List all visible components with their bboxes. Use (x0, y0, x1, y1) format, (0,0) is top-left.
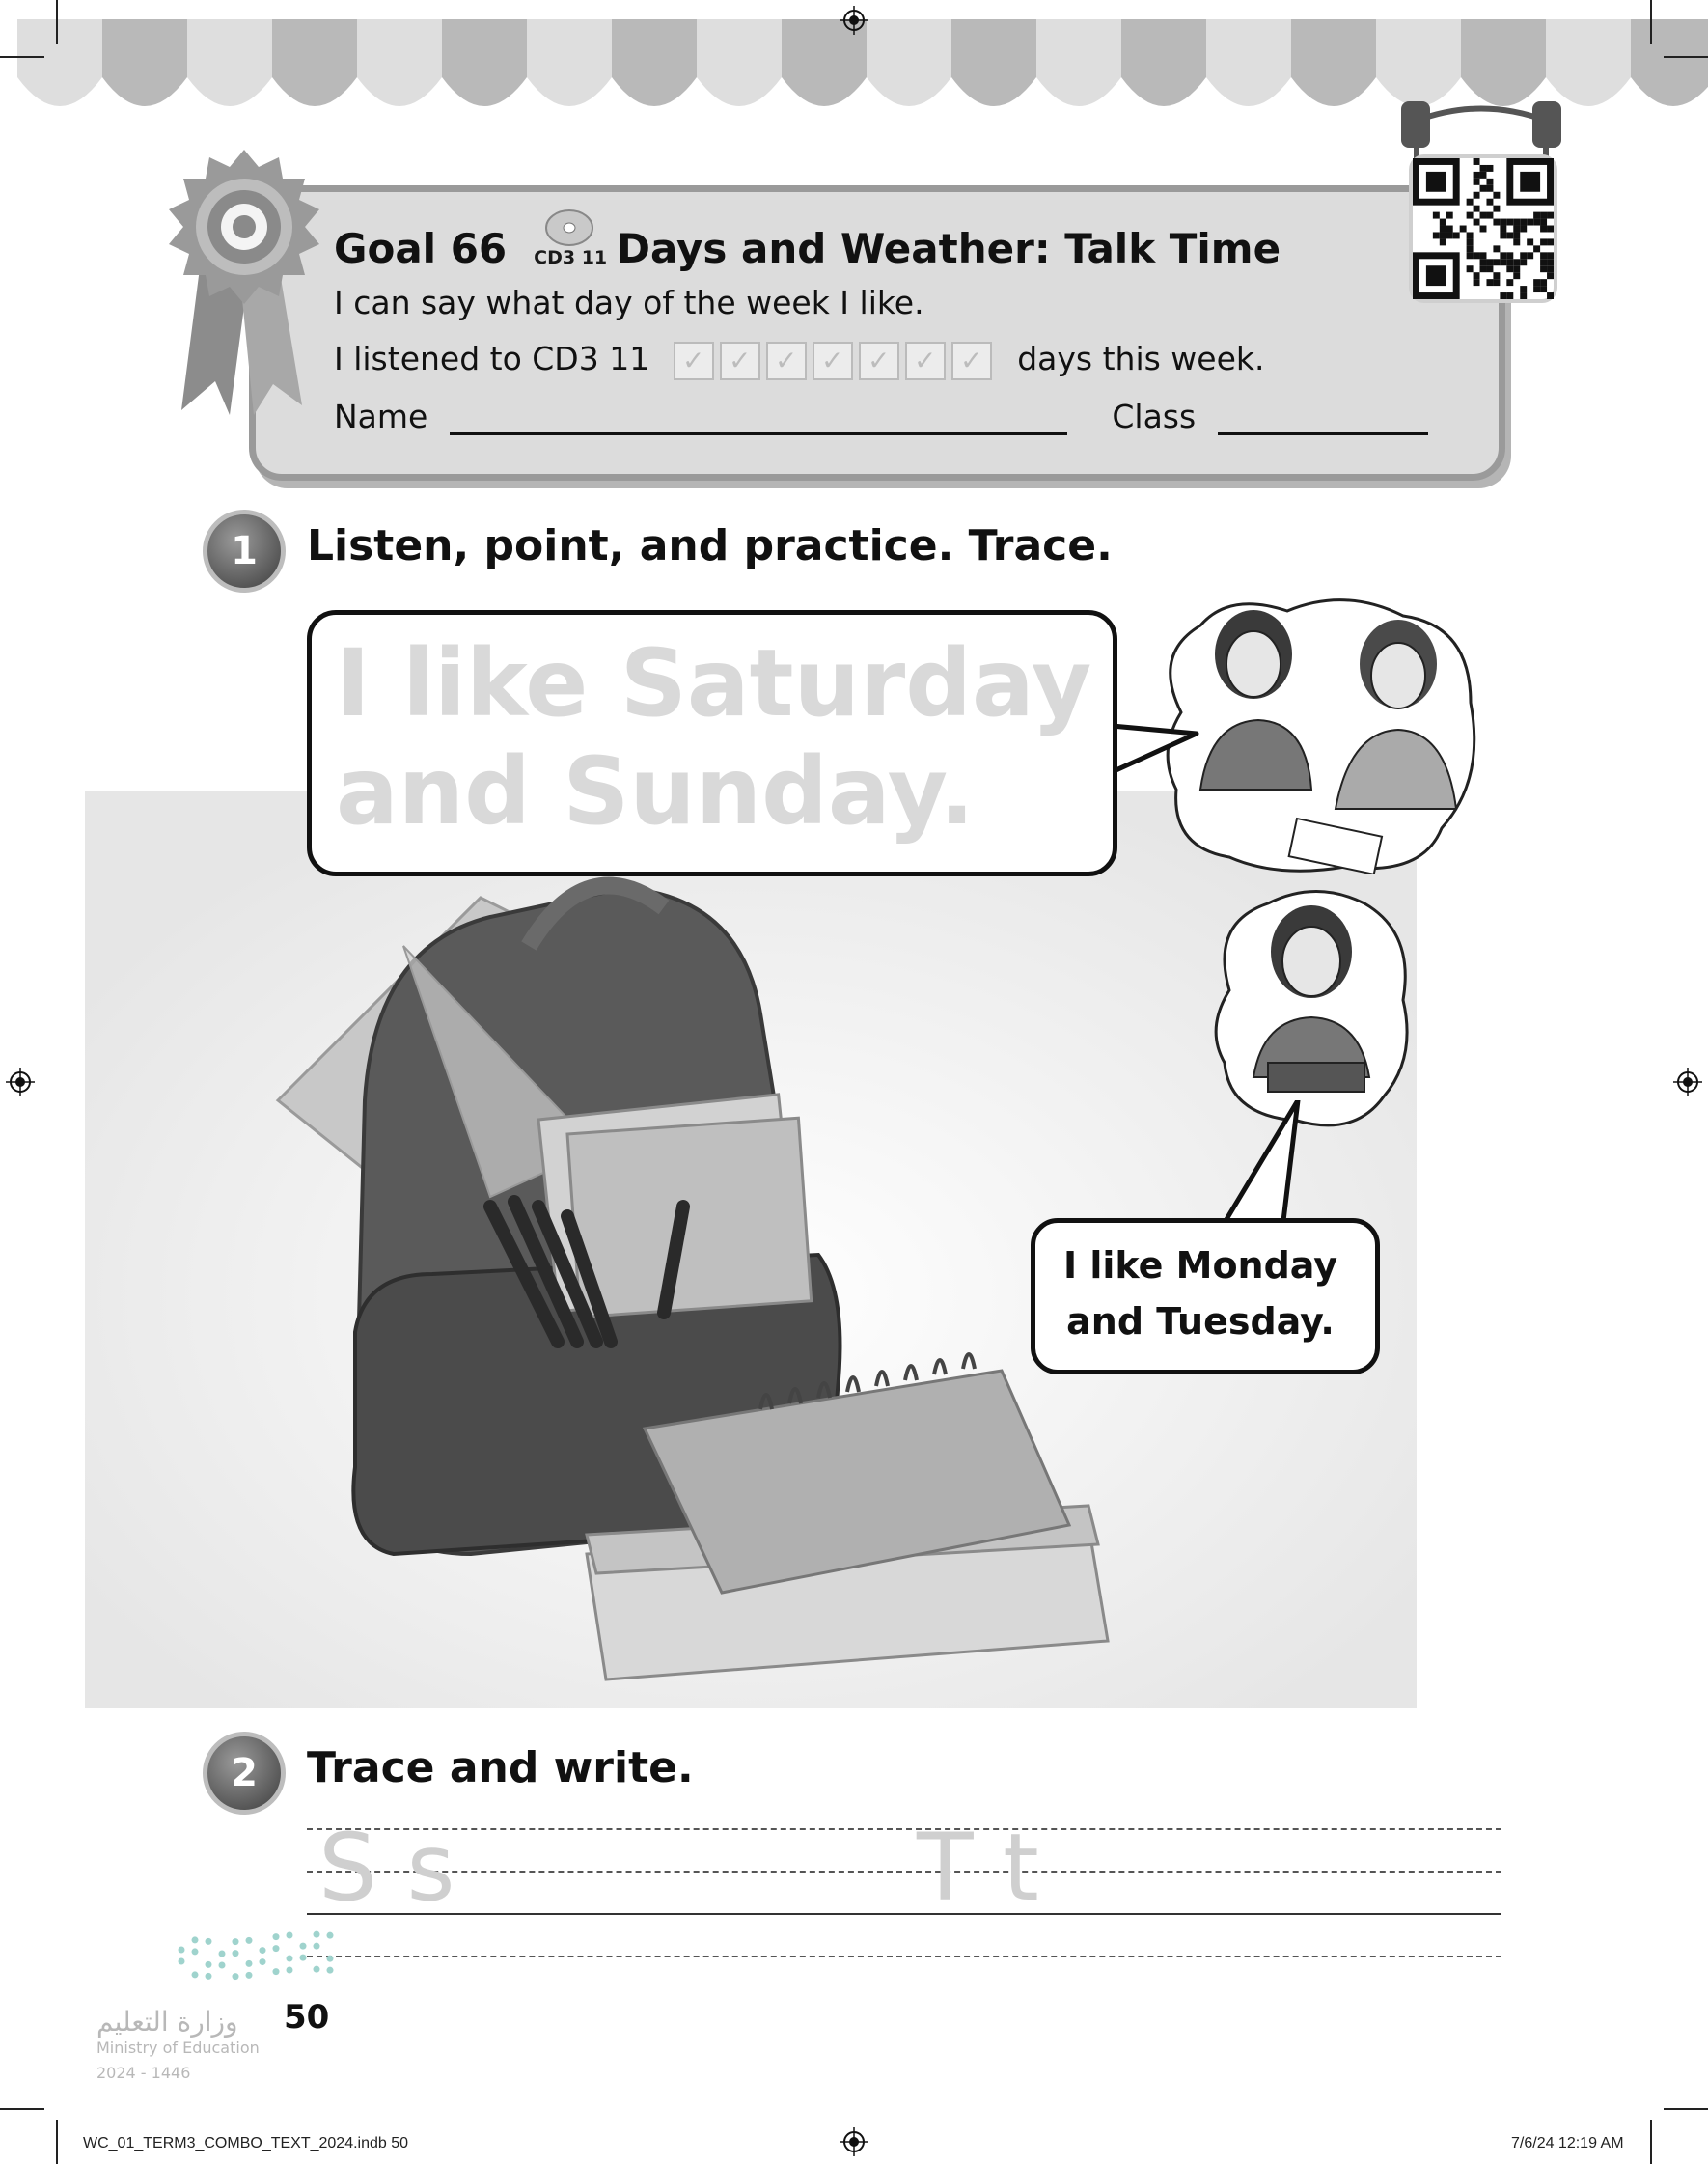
print-slug-date: 7/6/24 12:19 AM (1511, 2135, 1624, 2151)
goal-statement: I can say what day of the week I like. (334, 284, 924, 321)
name-class-row (334, 398, 1428, 435)
registration-mark-icon (6, 1068, 35, 1096)
activity-2-title: Trace and write. (307, 1743, 694, 1792)
registration-mark-icon (840, 6, 868, 35)
activity-1-number: 1 (203, 510, 286, 593)
day-check-box[interactable]: ✓ (905, 342, 946, 380)
class-field[interactable] (1218, 403, 1428, 435)
writing-line-mid (307, 1871, 1501, 1873)
crop-mark (0, 2108, 44, 2110)
crop-mark (1664, 2108, 1708, 2110)
cd-icon (540, 208, 594, 247)
trace-sentence[interactable]: I like Saturday and Sunday. (336, 629, 1092, 846)
crop-mark (0, 56, 44, 58)
name-field[interactable] (450, 403, 1067, 435)
class-label: Class (1112, 398, 1197, 435)
crop-mark (1650, 2120, 1652, 2164)
day-check-box[interactable]: ✓ (813, 342, 853, 380)
writing-line-base (307, 1913, 1501, 1915)
listening-tracker-suffix: days this week. (1017, 340, 1265, 377)
day-check-box[interactable]: ✓ (674, 342, 714, 380)
girl-with-tablet-illustration (1210, 884, 1415, 1137)
day-check-box[interactable]: ✓ (766, 342, 807, 380)
crop-mark (56, 2120, 58, 2164)
goal-title: Days and Weather: Talk Time (617, 225, 1281, 272)
ministry-year: 2024 - 1446 (96, 2064, 191, 2082)
ministry-name-arabic: وزارة التعليم (96, 2006, 238, 2038)
goal-badge-icon (162, 145, 326, 425)
goal-number: Goal 66 (334, 225, 508, 272)
writing-line-top (307, 1828, 1501, 1830)
crop-mark (56, 0, 58, 44)
activity-2-number: 2 (203, 1732, 286, 1815)
registration-mark-icon (840, 2127, 868, 2156)
listening-tracker-prefix: I listened to CD3 11 (334, 340, 650, 377)
crop-mark (1664, 56, 1708, 58)
day-check-box[interactable]: ✓ (951, 342, 992, 380)
writing-line-bottom (307, 1956, 1501, 1957)
registration-mark-icon (1673, 1068, 1702, 1096)
speech-bubble-tail (1197, 1100, 1312, 1226)
print-slug-file: WC_01_TERM3_COMBO_TEXT_2024.indb 50 (83, 2135, 409, 2151)
listening-tracker (334, 340, 1265, 380)
name-label: Name (334, 398, 428, 435)
trace-letters-t[interactable]: T t (917, 1814, 1039, 1922)
crop-mark (1650, 0, 1652, 44)
qr-code[interactable] (1409, 154, 1557, 303)
goal-title-row (334, 214, 1281, 272)
cd-indicator (518, 208, 617, 272)
ministry-logo-icon (174, 1930, 347, 1988)
trace-letters-s[interactable]: S s (318, 1814, 455, 1922)
day-check-box[interactable]: ✓ (720, 342, 760, 380)
activity-1-title: Listen, point, and practice. Trace. (307, 521, 1113, 570)
monday-sentence: I like Monday and Tuesday. (1062, 1244, 1338, 1343)
qr-code-icon (1413, 158, 1554, 299)
day-check-box[interactable]: ✓ (859, 342, 899, 380)
cd-track-label: CD3 11 (534, 247, 608, 268)
page-number: 50 (284, 1998, 330, 2037)
ministry-name-english: Ministry of Education (96, 2039, 260, 2057)
check-boxes (674, 340, 1008, 377)
